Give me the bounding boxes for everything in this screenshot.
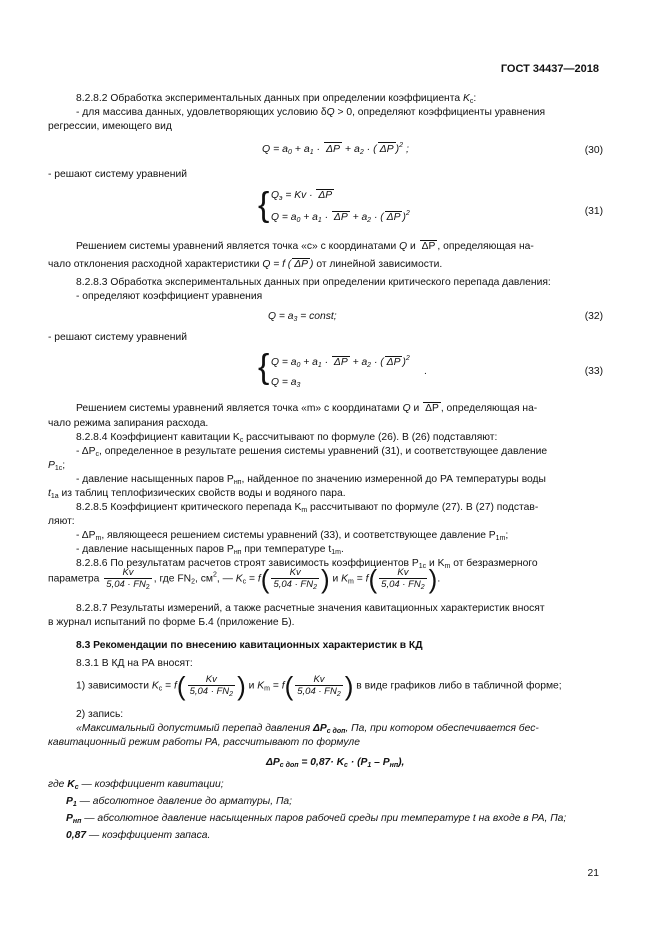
equation-31-line2: $Q = a_0 + a_1 \cdot \Delta P + a_2$ · ( ΔP )$^2$ [271, 210, 410, 224]
para-8285-l3: - $\Delta P_m$, являющееся решением системы уравнений (33), и соответствующее давление $P_{1m}$; [76, 530, 509, 542]
equation-30: $Q = a_0 + a_1 \cdot \Delta P + a_2$ · ( ΔP )$^2$ ; [262, 142, 409, 156]
para-831-quote-l2: кавитационный режим работы РА, рассчитывают по формуле [48, 737, 360, 748]
para-8284-l4: - давление насыщенных паров $P_{нп}$, найденное по значению измеренной до РА температуры воды [76, 474, 546, 486]
para-8282-solution: Решением системы уравнений является точка «с» с координатами Q и ΔP , определяющая на- [76, 241, 534, 252]
where-087: 0,87 — коэффициент запаса. [66, 830, 211, 841]
para-8284-l2: - $\Delta P_с$, определенное в результате решения системы уравнений (31), и соответствующее давление [76, 446, 548, 458]
para-8283-solution: Решением системы уравнений является точка «m» с координатами Q и ΔP , определяющая на- [76, 403, 538, 414]
para-8285-l4: - давление насыщенных паров $P_{нп}$ при температуре $t_{1m}$. [76, 544, 344, 556]
para-8283-solve: - решают систему уравнений [48, 332, 187, 343]
para-8283-intro: 8.2.8.3 Обработка экспериментальных данных при определении критического перепада давления: [76, 277, 551, 288]
equation-33-number: (33) [584, 366, 603, 377]
system-31-brace: { [258, 186, 270, 224]
para-8284-l1: 8.2.8.4 Коэффициент кавитации $K_с$ рассчитывают по формуле (26). В (26) подставляют: [76, 432, 498, 444]
para-8285-l1: 8.2.8.5 Коэффициент критического перепада $K_m$ рассчитывают по формуле (27). В (27) подстав- [76, 502, 539, 514]
where-p1: $P_1$ — абсолютное давление до арматуры, Па; [66, 796, 293, 808]
para-831-l2: 1) зависимости $K_с = f$( $\frac{Kv}{5,04 \cdot FN_2}$ ) и $K_m = f$( $\frac{Kv}{5,04 \cdot FN_2}$ ) в виде графиков либо в табличной форме; [76, 671, 562, 701]
equation-32-number: (32) [584, 311, 603, 322]
equation-33-dot: . [424, 366, 427, 377]
para-8286-l1: 8.2.8.6 По результатам расчетов строят зависимость коэффициентов $P_{1с}$ и $K_m$ от безразмерного [76, 558, 538, 570]
doc-code: ГОСТ 34437—2018 [500, 63, 599, 75]
para-8286-l2: параметра $\frac{Kv}{5,04 \cdot FN_2}$ , где $FN_2$, $см^2$, — $K_с = f$( $\frac{Kv}{5,04 \cdot FN_2}$ ) и $K_m = f$( $\frac{Kv}{5,04 \cdot FN_2}$ ). [48, 564, 441, 594]
para-8285-l2: ляют: [48, 516, 75, 527]
para-8283-solution-cont: чало режима запирания расхода. [48, 418, 209, 429]
formula-dp-dop: $\Delta P_{с доп} = 0,87\cdot K_с \cdot (P_1 - P_{нп})$, [266, 757, 405, 769]
para-8282-cond: - для массива данных, удовлетворяющих условию δQ > 0, определяют коэффициенты уравнения [76, 107, 546, 118]
para-8282-solution-cont: чало отклонения расходной характеристики Q = f ( ΔP ) от линейной зависимости. [48, 259, 443, 270]
equation-32: $Q = a_3$ = const; [268, 311, 337, 323]
para-8284-l3: $P_{1с}$; [48, 460, 66, 472]
para-831-quote-l1: «Максимальный допустимый перепад давления $\Delta P_{с доп}$, Па, при котором обеспечивается бес- [76, 723, 539, 735]
equation-33-line2: $Q = a_3$ [271, 377, 301, 389]
para-8283-coef: - определяют коэффициент уравнения [76, 291, 263, 302]
equation-31-number: (31) [584, 206, 603, 217]
equation-31-line1: $Q_э = Kv \cdot \Delta P$ [271, 190, 333, 202]
para-831-l1: 8.3.1 В КД на РА вносят: [76, 658, 193, 669]
para-8282-cond-cont: регрессии, имеющего вид [48, 121, 172, 132]
section-8-3-title: 8.3 Рекомендации по внесению кавитационных характеристик в КД [76, 640, 423, 651]
para-8287-l2: в журнал испытаний по форме Б.4 (приложение Б). [48, 617, 295, 628]
where-kc: где $K_с$ — коэффициент кавитации; [48, 779, 224, 791]
system-33-brace: { [258, 348, 270, 386]
equation-30-number: (30) [584, 145, 603, 156]
para-831-l3: 2) запись: [76, 709, 124, 720]
para-8287-l1: 8.2.8.7 Результаты измерений, а также расчетные значения кавитационных характеристик вносят [76, 603, 545, 614]
equation-33-line1: $Q = a_0 + a_1 \cdot \Delta P + a_2$ · ( ΔP )$^2$ [271, 355, 410, 369]
para-8284-l5: $t_{1а}$ из таблиц теплофизических свойств воды и водяного пара. [48, 488, 346, 500]
para-8282-intro: 8.2.8.2 Обработка экспериментальных данных при определении коэффициента $K_c$: [76, 93, 477, 105]
para-8282-solve: - решают систему уравнений [48, 169, 187, 180]
page-number: 21 [587, 868, 599, 879]
where-pnp: $P_{нп}$ — абсолютное давление насыщенных паров рабочей среды при температуре t на входе в РА, Па; [66, 813, 567, 825]
